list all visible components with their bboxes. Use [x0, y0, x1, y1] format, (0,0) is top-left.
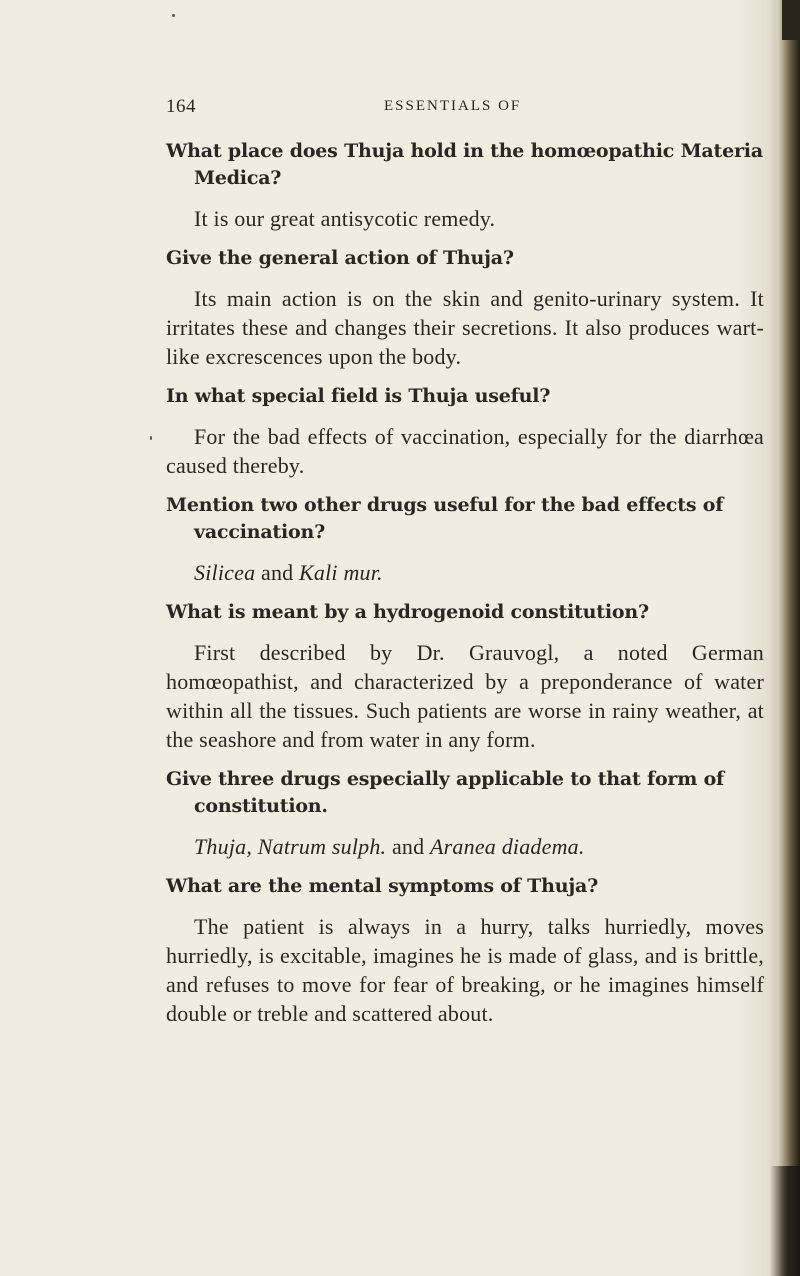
question-text: What place does Thuja hold in the homœopathic Materia Medica? [166, 140, 763, 189]
page-number: 164 [166, 96, 196, 117]
question-text: Give three drugs especially applicable to that form of constitution. [166, 768, 725, 817]
answer-text [166, 284, 764, 371]
binding-edge [778, 0, 800, 1276]
answer-text [166, 832, 764, 861]
qa-gap [166, 820, 764, 832]
section-gap [166, 480, 764, 492]
qa-gap [166, 626, 764, 638]
answer-text [166, 204, 764, 233]
italic-term: Silicea [194, 560, 256, 585]
answer-segment: First described by Dr. Grauvogl, a noted German homœopathist, and characterized by a preponderance of water within all the tissues. Such patients are worse in rainy weather, at the seashore and from water in any form. [166, 640, 764, 752]
answer-text [166, 912, 764, 1028]
section-gap [166, 861, 764, 873]
answer-segment: It is our great antisycotic remedy. [194, 206, 496, 231]
italic-term: Aranea diadema. [430, 834, 585, 859]
question-text: Mention two other drugs useful for the bad effects of vaccination? [166, 494, 724, 543]
answer-segment: For the bad effects of vaccination, especially for the diarrhœa caused thereby. [166, 424, 764, 478]
answer-segment: and [386, 834, 431, 859]
answer-segment: and [255, 560, 300, 585]
answer-text [166, 558, 764, 587]
qa-gap [166, 272, 764, 284]
question-text: What are the mental symptoms of Thuja? [166, 875, 599, 897]
print-speck [150, 436, 152, 440]
page-body [166, 138, 764, 1028]
running-head: ESSENTIALS OF [384, 98, 522, 114]
qa-gap [166, 900, 764, 912]
section-gap [166, 587, 764, 599]
qa-gap [166, 192, 764, 204]
print-speck [172, 14, 175, 17]
answer-text [166, 638, 764, 754]
question-text: Give the general action of Thuja? [166, 247, 514, 269]
binding-edge-top [782, 0, 800, 40]
binding-edge-bottom [770, 1166, 800, 1276]
qa-gap [166, 546, 764, 558]
italic-term: Thuja, Natrum sulph. [194, 834, 387, 859]
question-text: What is meant by a hydrogenoid constitution? [166, 601, 649, 623]
answer-segment: The patient is always in a hurry, talks hurriedly, moves hurriedly, is excitable, imagines he is made of glass, and is brittle, and refuses to move for fear of breaking, or he imagines himself double or treble and scattered about. [166, 914, 764, 1026]
answer-segment: Its main action is on the skin and genito-urinary system. It irritates these and changes their secretions. It also produces wart-like excrescences upon the body. [166, 286, 764, 369]
section-gap [166, 371, 764, 383]
section-gap [166, 754, 764, 766]
italic-term: Kali mur. [299, 560, 383, 585]
answer-text [166, 422, 764, 480]
qa-gap [166, 410, 764, 422]
question-text: In what special field is Thuja useful? [166, 385, 551, 407]
section-gap [166, 233, 764, 245]
